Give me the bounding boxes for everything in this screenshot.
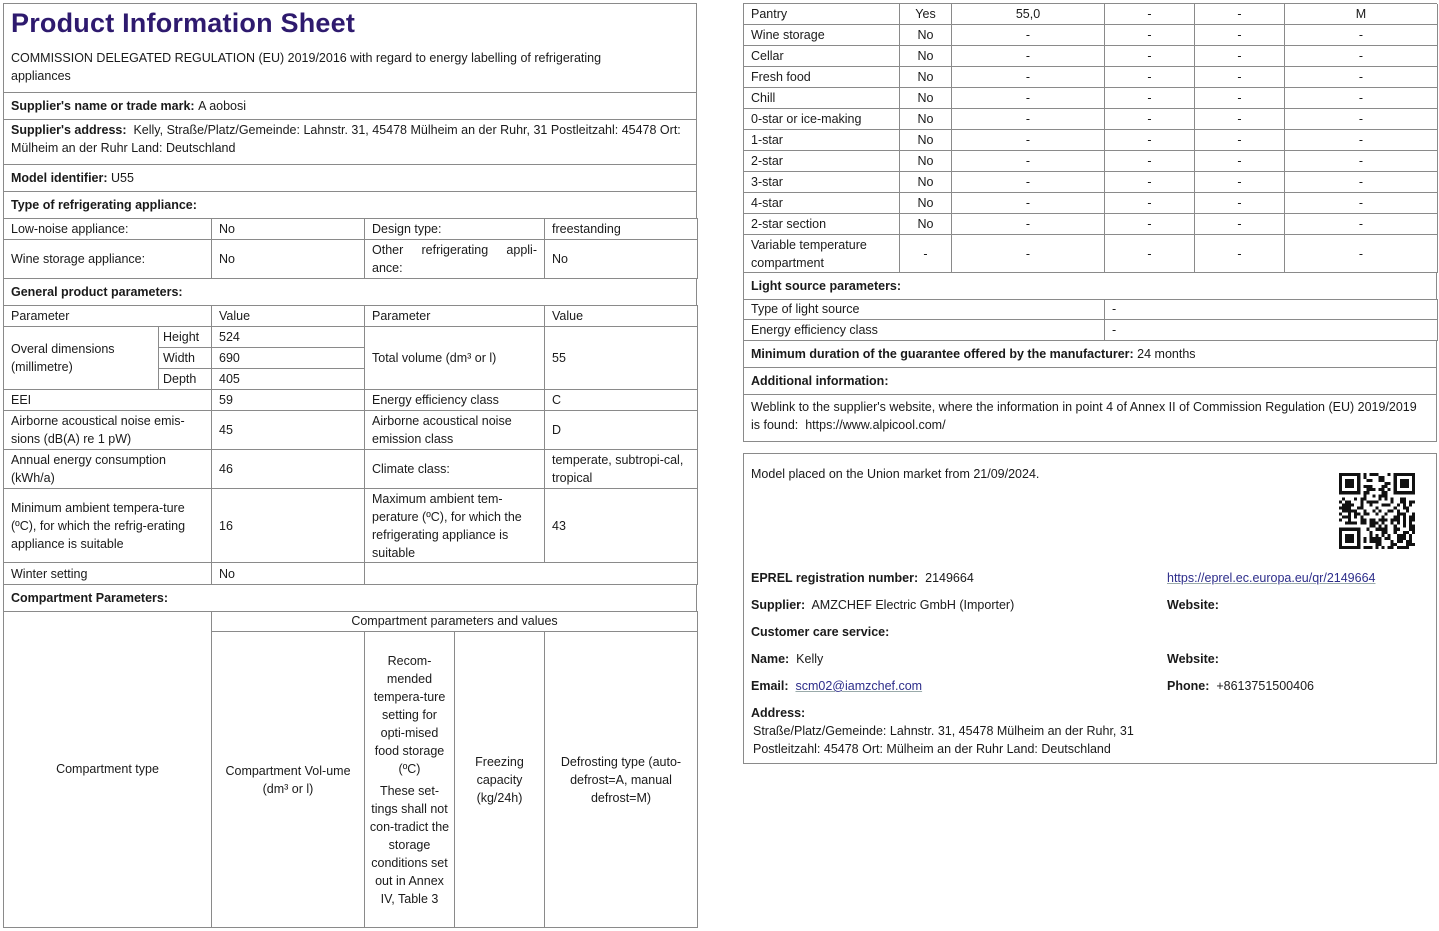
compartment-cell-type: 2-star section [744,214,900,235]
compartment-cell-defrost: - [1285,67,1438,88]
noise-class-value: D [545,411,698,450]
compartment-cell-volume: - [952,46,1105,67]
climate-value: temperate, subtropi-cal, tropical [545,450,698,489]
noise-value: 45 [212,411,365,450]
height-value: 524 [212,327,365,348]
address-line-1: Straße/Platz/Gemeinde: Lahnstr. 31, 45478 Mülheim an der Ruhr, 31 [753,724,1134,738]
compartment-cell-temp: - [1105,214,1195,235]
supplier-name-label: Supplier's name or trade mark: [11,98,195,113]
compartment-cell-volume: - [952,193,1105,214]
model-row [3,164,697,192]
model-label: Model identifier: [11,170,108,185]
compartment-group-header: Compartment parameters and values [212,611,698,632]
header-block [3,3,697,93]
col-compartment-volume: Compartment Vol-ume (dm³ or l) [212,632,365,928]
compartment-cell-freezing: - [1195,25,1285,46]
general-grid [3,305,697,585]
depth-label: Depth [159,369,212,390]
wine-storage-value: No [212,240,365,279]
weblink-url[interactable]: https://www.alpicool.com/ [805,418,946,432]
type-grid [3,218,697,279]
customer-care-label: Customer care service: [751,625,890,639]
supplier-address-label: Supplier's address: [11,123,127,137]
email-link[interactable]: scm02@iamzchef.com [795,679,923,693]
compartment-cell-defrost: - [1285,151,1438,172]
type-heading-row [3,191,697,219]
compartment-cell-present: No [900,88,952,109]
winter-label: Winter setting [4,563,212,585]
eei-value: 59 [212,390,365,411]
type-heading: Type of refrigerating appliance: [11,197,197,212]
compartment-cell-present: No [900,25,952,46]
additional-heading: Additional information: [751,373,889,388]
light-heading: Light source parameters: [751,278,902,293]
compartment-cell-temp: - [1105,88,1195,109]
compartment-cell-defrost: - [1285,25,1438,46]
min-temp-value: 16 [212,489,365,563]
email-label: Email: [751,679,789,693]
additional-heading-row [743,367,1437,395]
compartment-cell-defrost: M [1285,4,1438,25]
compartment-cell-type: Chill [744,88,900,109]
qr-code-icon[interactable] [1339,473,1415,549]
compartment-cell-freezing: - [1195,151,1285,172]
compartment-cell-present: No [900,214,952,235]
compartment-cell-present: - [900,235,952,273]
name-label: Name: [751,652,790,666]
supplier-name-value: A aobosi [198,98,247,113]
compartment-cell-defrost: - [1285,46,1438,67]
supplier-name-row [3,92,697,120]
design-type-label: Design type: [365,218,545,240]
light-heading-row [743,272,1437,300]
address-label: Address: [751,706,806,720]
compartment-cell-volume: - [952,109,1105,130]
guarantee-label: Minimum duration of the guarantee offered by the manufacturer: [751,347,1134,361]
total-volume-label: Total volume (dm³ or l) [365,327,545,390]
compartment-cell-freezing: - [1195,172,1285,193]
width-value: 690 [212,348,365,369]
compartment-cell-volume: - [952,172,1105,193]
name-value: Kelly [796,652,824,666]
compartment-cell-temp: - [1105,235,1195,273]
compartment-cell-defrost: - [1285,193,1438,214]
light-type-value: - [1105,299,1438,320]
compartment-cell-temp: - [1105,46,1195,67]
compartment-cell-type: 3-star [744,172,900,193]
eprel-box [743,453,1437,764]
compartment-cell-defrost: - [1285,172,1438,193]
compartment-cell-freezing: - [1195,193,1285,214]
guarantee-value: 24 months [1137,347,1196,361]
supplier-address-value: Kelly, Straße/Platz/Gemeinde: Lahnstr. 31, 45478 Mülheim an der Ruhr, 31 Postleitzahl: 45478 Ort: Mülheim an der Ruhr Land: Deutschland [11,123,681,155]
compartment-cell-volume: 55,0 [952,4,1105,25]
supplier-label: Supplier: [751,598,806,612]
compartment-cell-freezing: - [1195,46,1285,67]
compartment-cell-volume: - [952,67,1105,88]
winter-empty [365,563,698,585]
light-class-value: - [1105,320,1438,341]
min-temp-label: Minimum ambient tempera-ture (ºC), for which the refrig-erating appliance is suitable [4,489,212,563]
max-temp-label: Maximum ambient tem-perature (ºC), for which the refrigerating appliance is suitable [365,489,545,563]
compartment-cell-freezing: - [1195,4,1285,25]
eprel-qr-link[interactable]: https://eprel.ec.europa.eu/qr/2149664 [1167,571,1376,585]
compartment-cell-freezing: - [1195,235,1285,273]
compartment-heading-row [3,584,697,612]
compartment-cell-volume: - [952,151,1105,172]
compartment-cell-volume: - [952,25,1105,46]
supplier-value: AMZCHEF Electric GmbH (Importer) [811,598,1015,612]
compartment-cell-freezing: - [1195,88,1285,109]
market-date-text: Model placed on the Union market from 21/09/2024. [751,467,1040,481]
light-type-label: Type of light source [744,299,1105,320]
website-label: Website: [1167,598,1219,612]
compartment-table [743,3,1437,272]
compartment-cell-volume: - [952,235,1105,273]
other-appliance-label: Other refrigerating appli-ance: [365,240,545,279]
compartment-cell-type: 2-star [744,151,900,172]
page-title: Product Information Sheet [11,8,356,38]
compartment-header-grid [3,611,697,928]
design-type-value: freestanding [545,218,698,240]
climate-label: Climate class: [365,450,545,489]
col-parameter-1: Parameter [4,305,212,327]
compartment-cell-type: 0-star or ice-making [744,109,900,130]
compartment-cell-present: No [900,67,952,88]
noise-class-label: Airborne acoustical noise emission class [365,411,545,450]
compartment-cell-present: No [900,130,952,151]
noise-label: Airborne acoustical noise emis-sions (dB(A) re 1 pW) [4,411,212,450]
dimensions-label: Overal dimensions (millimetre) [4,327,159,390]
compartment-cell-freezing: - [1195,214,1285,235]
compartment-cell-temp: - [1105,151,1195,172]
compartment-cell-defrost: - [1285,109,1438,130]
general-heading: General product parameters: [11,284,183,299]
phone-label: Phone: [1167,679,1210,693]
compartment-heading: Compartment Parameters: [11,590,168,605]
compartment-cell-temp: - [1105,109,1195,130]
compartment-cell-freezing: - [1195,67,1285,88]
col-freezing-capacity: Freezing capacity (kg/24h) [455,632,545,928]
model-value: U55 [111,170,134,185]
compartment-cell-defrost: - [1285,214,1438,235]
compartment-cell-temp: - [1105,4,1195,25]
winter-value: No [212,563,365,585]
col-value-2: Value [545,305,698,327]
compartment-cell-present: No [900,46,952,67]
energy-class-label: Energy efficiency class [365,390,545,411]
compartment-cell-type: Pantry [744,4,900,25]
total-volume-value: 55 [545,327,698,390]
other-appliance-value: No [545,240,698,279]
compartment-cell-volume: - [952,88,1105,109]
compartment-cell-temp: - [1105,172,1195,193]
weblink-text: Weblink to the supplier's website, where the information in point 4 of Annex II of Commission Regulation (EU) 2019/2019 is found: [751,400,1417,432]
compartment-cell-temp: - [1105,130,1195,151]
compartment-cell-present: Yes [900,4,952,25]
regulation-text: COMMISSION DELEGATED REGULATION (EU) 2019/2016 with regard to energy labelling of refrigerating appliances [11,51,602,83]
general-heading-row [3,278,697,306]
compartment-cell-type: Cellar [744,46,900,67]
max-temp-value: 43 [545,489,698,563]
compartment-cell-defrost: - [1285,88,1438,109]
compartment-cell-present: No [900,172,952,193]
col-compartment-type: Compartment type [4,611,212,928]
light-grid [743,299,1437,342]
phone-value: +8613751500406 [1216,679,1314,693]
eprel-reg-number: 2149664 [925,571,974,585]
guarantee-row [743,341,1437,368]
eprel-reg-label: EPREL registration number: [751,571,919,585]
compartment-cell-type: 1-star [744,130,900,151]
compartment-cell-type: 4-star [744,193,900,214]
compartment-cell-type: Wine storage [744,25,900,46]
wine-storage-label: Wine storage appliance: [4,240,212,279]
compartment-cell-present: No [900,109,952,130]
compartment-cell-present: No [900,193,952,214]
website2-label: Website: [1167,652,1219,666]
compartment-cell-temp: - [1105,25,1195,46]
low-noise-label: Low-noise appliance: [4,218,212,240]
depth-value: 405 [212,369,365,390]
recommended-temp-text: Recom-mended tempera-ture setting for opti-mised food storage (ºC) [373,653,446,776]
compartment-cell-freezing: - [1195,109,1285,130]
annual-energy-label: Annual energy consumption (kWh/a) [4,450,212,489]
col-defrosting-type: Defrosting type (auto-defrost=A, manual defrost=M) [545,632,698,928]
weblink-row [743,394,1437,442]
col-parameter-2: Parameter [365,305,545,327]
compartment-cell-defrost: - [1285,235,1438,273]
width-label: Width [159,348,212,369]
compartment-cell-defrost: - [1285,130,1438,151]
annual-energy-value: 46 [212,450,365,489]
compartment-cell-temp: - [1105,193,1195,214]
compartment-cell-type: Variable temperature compartment [744,235,900,273]
address-line-2: Postleitzahl: 45478 Ort: Mülheim an der Ruhr Land: Deutschland [753,742,1111,756]
compartment-cell-present: No [900,151,952,172]
low-noise-value: No [212,218,365,240]
compartment-cell-volume: - [952,130,1105,151]
recommended-temp-note: These set-tings shall not con-tradict the storage conditions set out in Annex IV, Table 3 [369,783,450,906]
compartment-cell-volume: - [952,214,1105,235]
height-label: Height [159,327,212,348]
compartment-cell-temp: - [1105,67,1195,88]
col-recommended-temp [365,632,455,928]
compartment-cell-type: Fresh food [744,67,900,88]
eei-label: EEI [4,390,212,411]
supplier-address-row [3,119,697,165]
col-value-1: Value [212,305,365,327]
compartment-cell-freezing: - [1195,130,1285,151]
energy-class-value: C [545,390,698,411]
light-class-label: Energy efficiency class [744,320,1105,341]
